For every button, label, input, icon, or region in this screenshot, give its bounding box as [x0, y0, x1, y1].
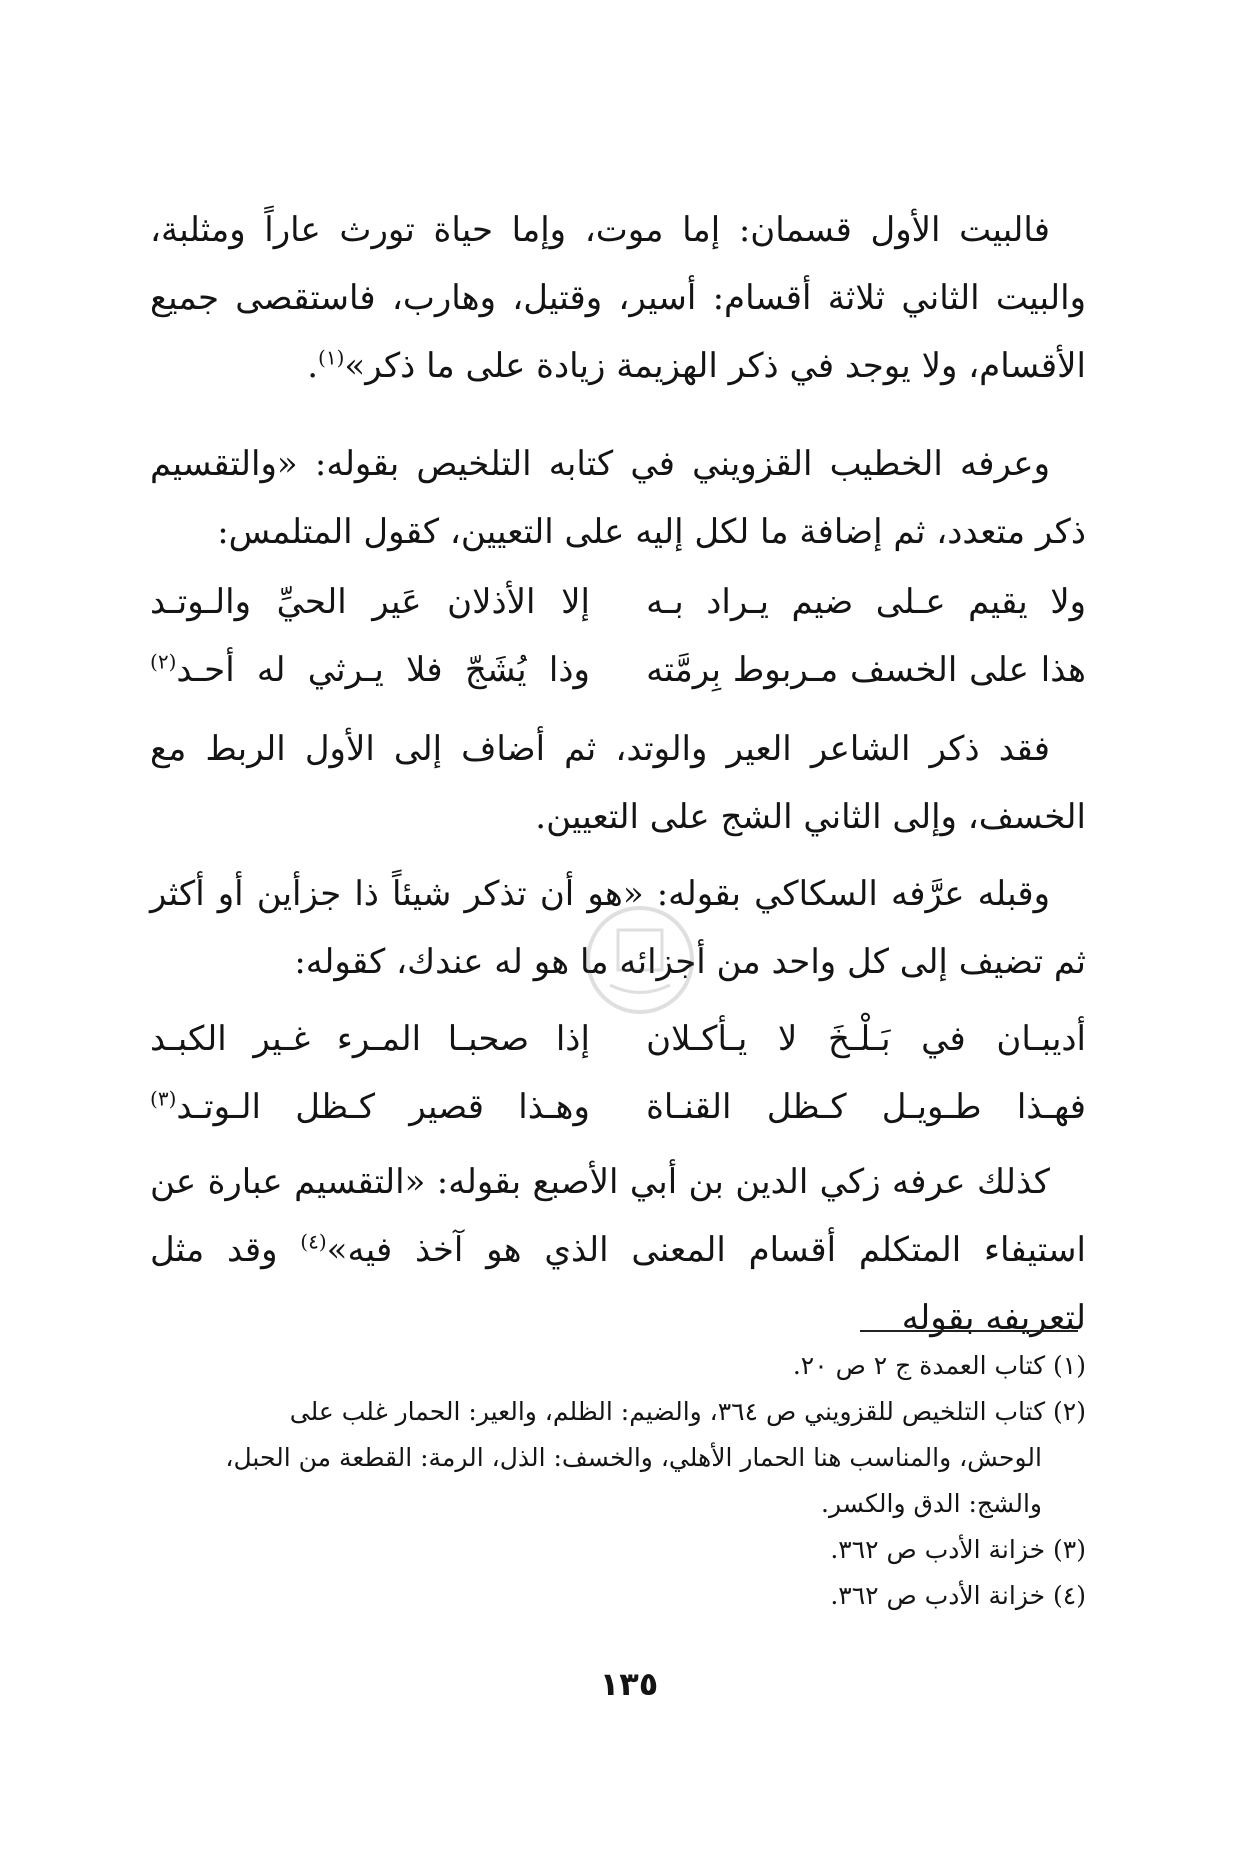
footnotes	[150, 1343, 1086, 1619]
paragraph-5-tail: وقد مثل لتعريفه بقوله	[150, 1230, 1086, 1338]
verse-2-line-2	[150, 1073, 1086, 1141]
paragraph-4-text: وقبله عرَّفه السكاكي بقوله: «هو أن تذكر شيئاً ذا جزأين أو أكثر ثم تضيف إلى كل واحد من أجزائه ما هو له عندك، كقوله:	[150, 874, 1086, 982]
footnote-separator	[860, 1330, 1078, 1332]
footnote-ref-2: (٢)	[150, 649, 177, 674]
verse-1-line-1-first-hemistich: ولا يقيم عـلى ضيم يـراد بـه	[646, 582, 1086, 622]
paragraph-5-text: كذلك عرفه زكي الدين بن أبي الأصبع بقوله: «التقسيم عبارة عن استيفاء المتكلم أقسام المعنى الذي هو آخذ فيه»	[150, 1162, 1086, 1270]
page-number: ١٣٥	[599, 1665, 659, 1703]
footnote-2-continued: الوحش، والمناسب هنا الحمار الأهلي، والخسف: الذل، الرمة: القطعة من الحبل،	[225, 1443, 1042, 1472]
paragraph-2	[150, 430, 1086, 566]
paragraph-2-text: وعرفه الخطيب القزويني في كتابه التلخيص بقوله: «والتقسيم ذكر متعدد، ثم إضافة ما لكل إليه على التعيين، كقول المتلمس:	[150, 444, 1086, 552]
verse-1-line-2-second-text: وذا يُشَجّ فلا يـرثي له أحـد	[176, 650, 590, 690]
paragraph-4	[150, 860, 1086, 996]
paragraph-5	[150, 1148, 1086, 1352]
verse-2-line-2-first-hemistich: فهـذا طـويـل كـظل القنـاة	[646, 1087, 1086, 1127]
footnote-4: (٤) خزانة الأدب ص ٣٦٢.	[830, 1581, 1086, 1610]
paragraph-3-text: فقد ذكر الشاعر العير والوتد، ثم أضاف إلى الأول الربط مع الخسف، وإلى الثاني الشج على التعيين.	[150, 729, 1086, 837]
paragraph-3	[150, 715, 1086, 851]
footnote-ref-1: (١)	[318, 345, 345, 370]
footnote-ref-4: (٤)	[300, 1229, 327, 1254]
verse-2-line-1-first-hemistich: أديبـان في بَـلْـخَ لا يـأكـلان	[646, 1019, 1086, 1059]
verse-2-line-2-second-text: وهـذا قصير كـظل الـوتـد	[176, 1087, 590, 1127]
verse-1-line-1-second-hemistich: إلا الأذلان عَير الحيِّ والـوتـد	[150, 582, 590, 622]
verse-1-line-2-second-hemistich	[150, 636, 590, 704]
footnote-2-end: والشج: الدق والكسر.	[821, 1489, 1042, 1518]
verse-1-line-1	[150, 568, 1086, 636]
verse-1-line-2-first-hemistich: هذا على الخسف مـربوط بِرمَّته	[646, 650, 1086, 690]
verse-2-line-1	[150, 1005, 1086, 1073]
footnote-3: (٣) خزانة الأدب ص ٣٦٢.	[830, 1535, 1086, 1564]
footnote-2: (٢) كتاب التلخيص للقزويني ص ٣٦٤، والضيم: الظلم، والعير: الحمار غلب على	[289, 1397, 1086, 1426]
verse-block-2	[150, 1005, 1086, 1141]
footnote-1: (١) كتاب العمدة ج ٢ ص ٢٠.	[792, 1351, 1086, 1380]
paragraph-1-text: فالبيت الأول قسمان: إما موت، وإما حياة تورث عاراً ومثلبة، والبيت الثاني ثلاثة أقسام: أسير، وقتيل، وهارب، فاستقصى جميع الأقسام، ولا يوجد في ذكر الهزيمة زيادة على ما ذكر»	[150, 210, 1086, 386]
paragraph-1-end: .	[307, 346, 319, 386]
verse-2-line-2-second-hemistich	[150, 1073, 590, 1141]
paragraph-1	[150, 196, 1086, 400]
verse-block-1	[150, 568, 1086, 704]
verse-2-line-1-second-hemistich: إذا صحبـا المـرء غـير الكبـد	[150, 1019, 590, 1059]
verse-1-line-2	[150, 636, 1086, 704]
footnote-ref-3: (٣)	[150, 1086, 177, 1111]
